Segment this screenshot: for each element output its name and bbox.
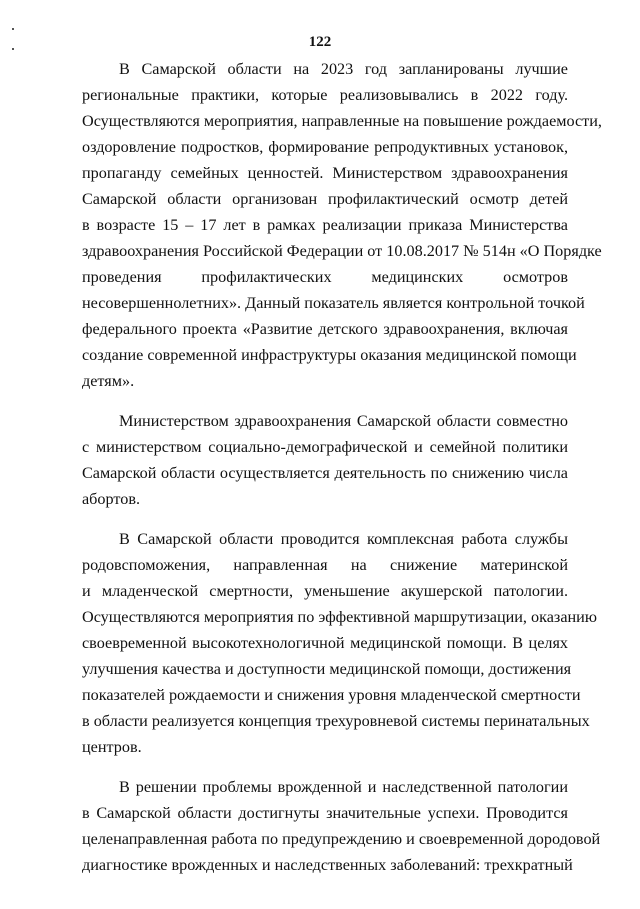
text-line: проведения профилактических медицинских осмотров: [82, 268, 568, 286]
text-line: диагностике врожденных и наследственных заболеваний: трехкратный: [82, 856, 573, 874]
text-line: с министерством социально-демографической и семейной политики: [82, 438, 568, 456]
text-line: региональные практики, которые реализовывались в 2022 году.: [82, 86, 568, 104]
text-line: улучшения качества и доступности медицинской помощи, достижения: [82, 660, 572, 678]
text-line: здравоохранения Российской Федерации от 10.08.2017 № 514н «О Порядке: [82, 242, 602, 260]
paragraph: [82, 408, 568, 512]
text-line: в Самарской области достигнуты значительные успехи. Проводится: [82, 804, 568, 822]
paragraph: [82, 56, 602, 394]
text-line: в возрасте 15 – 17 лет в рамках реализации приказа Министерства: [82, 216, 568, 234]
text-line: центров.: [82, 738, 142, 756]
text-line: федерального проекта «Развитие детского здравоохранения, включая: [82, 320, 568, 338]
text-line: в области реализуется концепция трехуровневой системы перинатальных: [82, 712, 590, 730]
paragraph-spacer: [82, 394, 568, 408]
text-line: целенаправленная работа по предупреждению и своевременной дородовой: [82, 830, 601, 848]
text-line: В решении проблемы врожденной и наследственной патологии: [119, 778, 568, 796]
text-line: Осуществляются мероприятия, направленные на повышение рождаемости,: [82, 112, 602, 130]
text-line: В Самарской области на 2023 год запланированы лучшие: [119, 60, 568, 78]
text-line: Министерством здравоохранения Самарской области совместно: [119, 412, 568, 430]
text-line: показателей рождаемости и снижения уровня младенческой смертности: [82, 686, 581, 704]
paragraph-spacer: [82, 512, 568, 526]
text-line: детям».: [82, 372, 135, 390]
text-line: В Самарской области проводится комплексная работа службы: [119, 530, 568, 548]
text-line: Самарской области осуществляется деятельность по снижению числа: [82, 464, 568, 482]
text-line: родовспоможения, направленная на снижение материнской: [82, 556, 568, 574]
text-line: оздоровление подростков, формирование репродуктивных установок,: [82, 138, 568, 156]
page-number: 122: [308, 34, 332, 50]
text-line: пропаганду семейных ценностей. Министерством здравоохранения: [82, 164, 568, 182]
document-body: [82, 56, 602, 878]
text-line: своевременной высокотехнологичной медицинской помощи. В целях: [82, 634, 568, 652]
text-line: Осуществляются мероприятия по эффективной маршрутизации, оказанию: [82, 608, 597, 626]
text-line: Самарской области организован профилактический осмотр детей: [82, 190, 568, 208]
paragraph-spacer: [82, 760, 568, 774]
scan-speck: [12, 28, 14, 30]
paragraph: [82, 774, 601, 878]
text-line: и младенческой смертности, уменьшение акушерской патологии.: [82, 582, 568, 600]
text-line: несовершеннолетних». Данный показатель является контрольной точкой: [82, 294, 585, 312]
text-line: создание современной инфраструктуры оказания медицинской помощи: [82, 346, 577, 364]
paragraph: [82, 526, 597, 760]
text-line: абортов.: [82, 490, 141, 508]
